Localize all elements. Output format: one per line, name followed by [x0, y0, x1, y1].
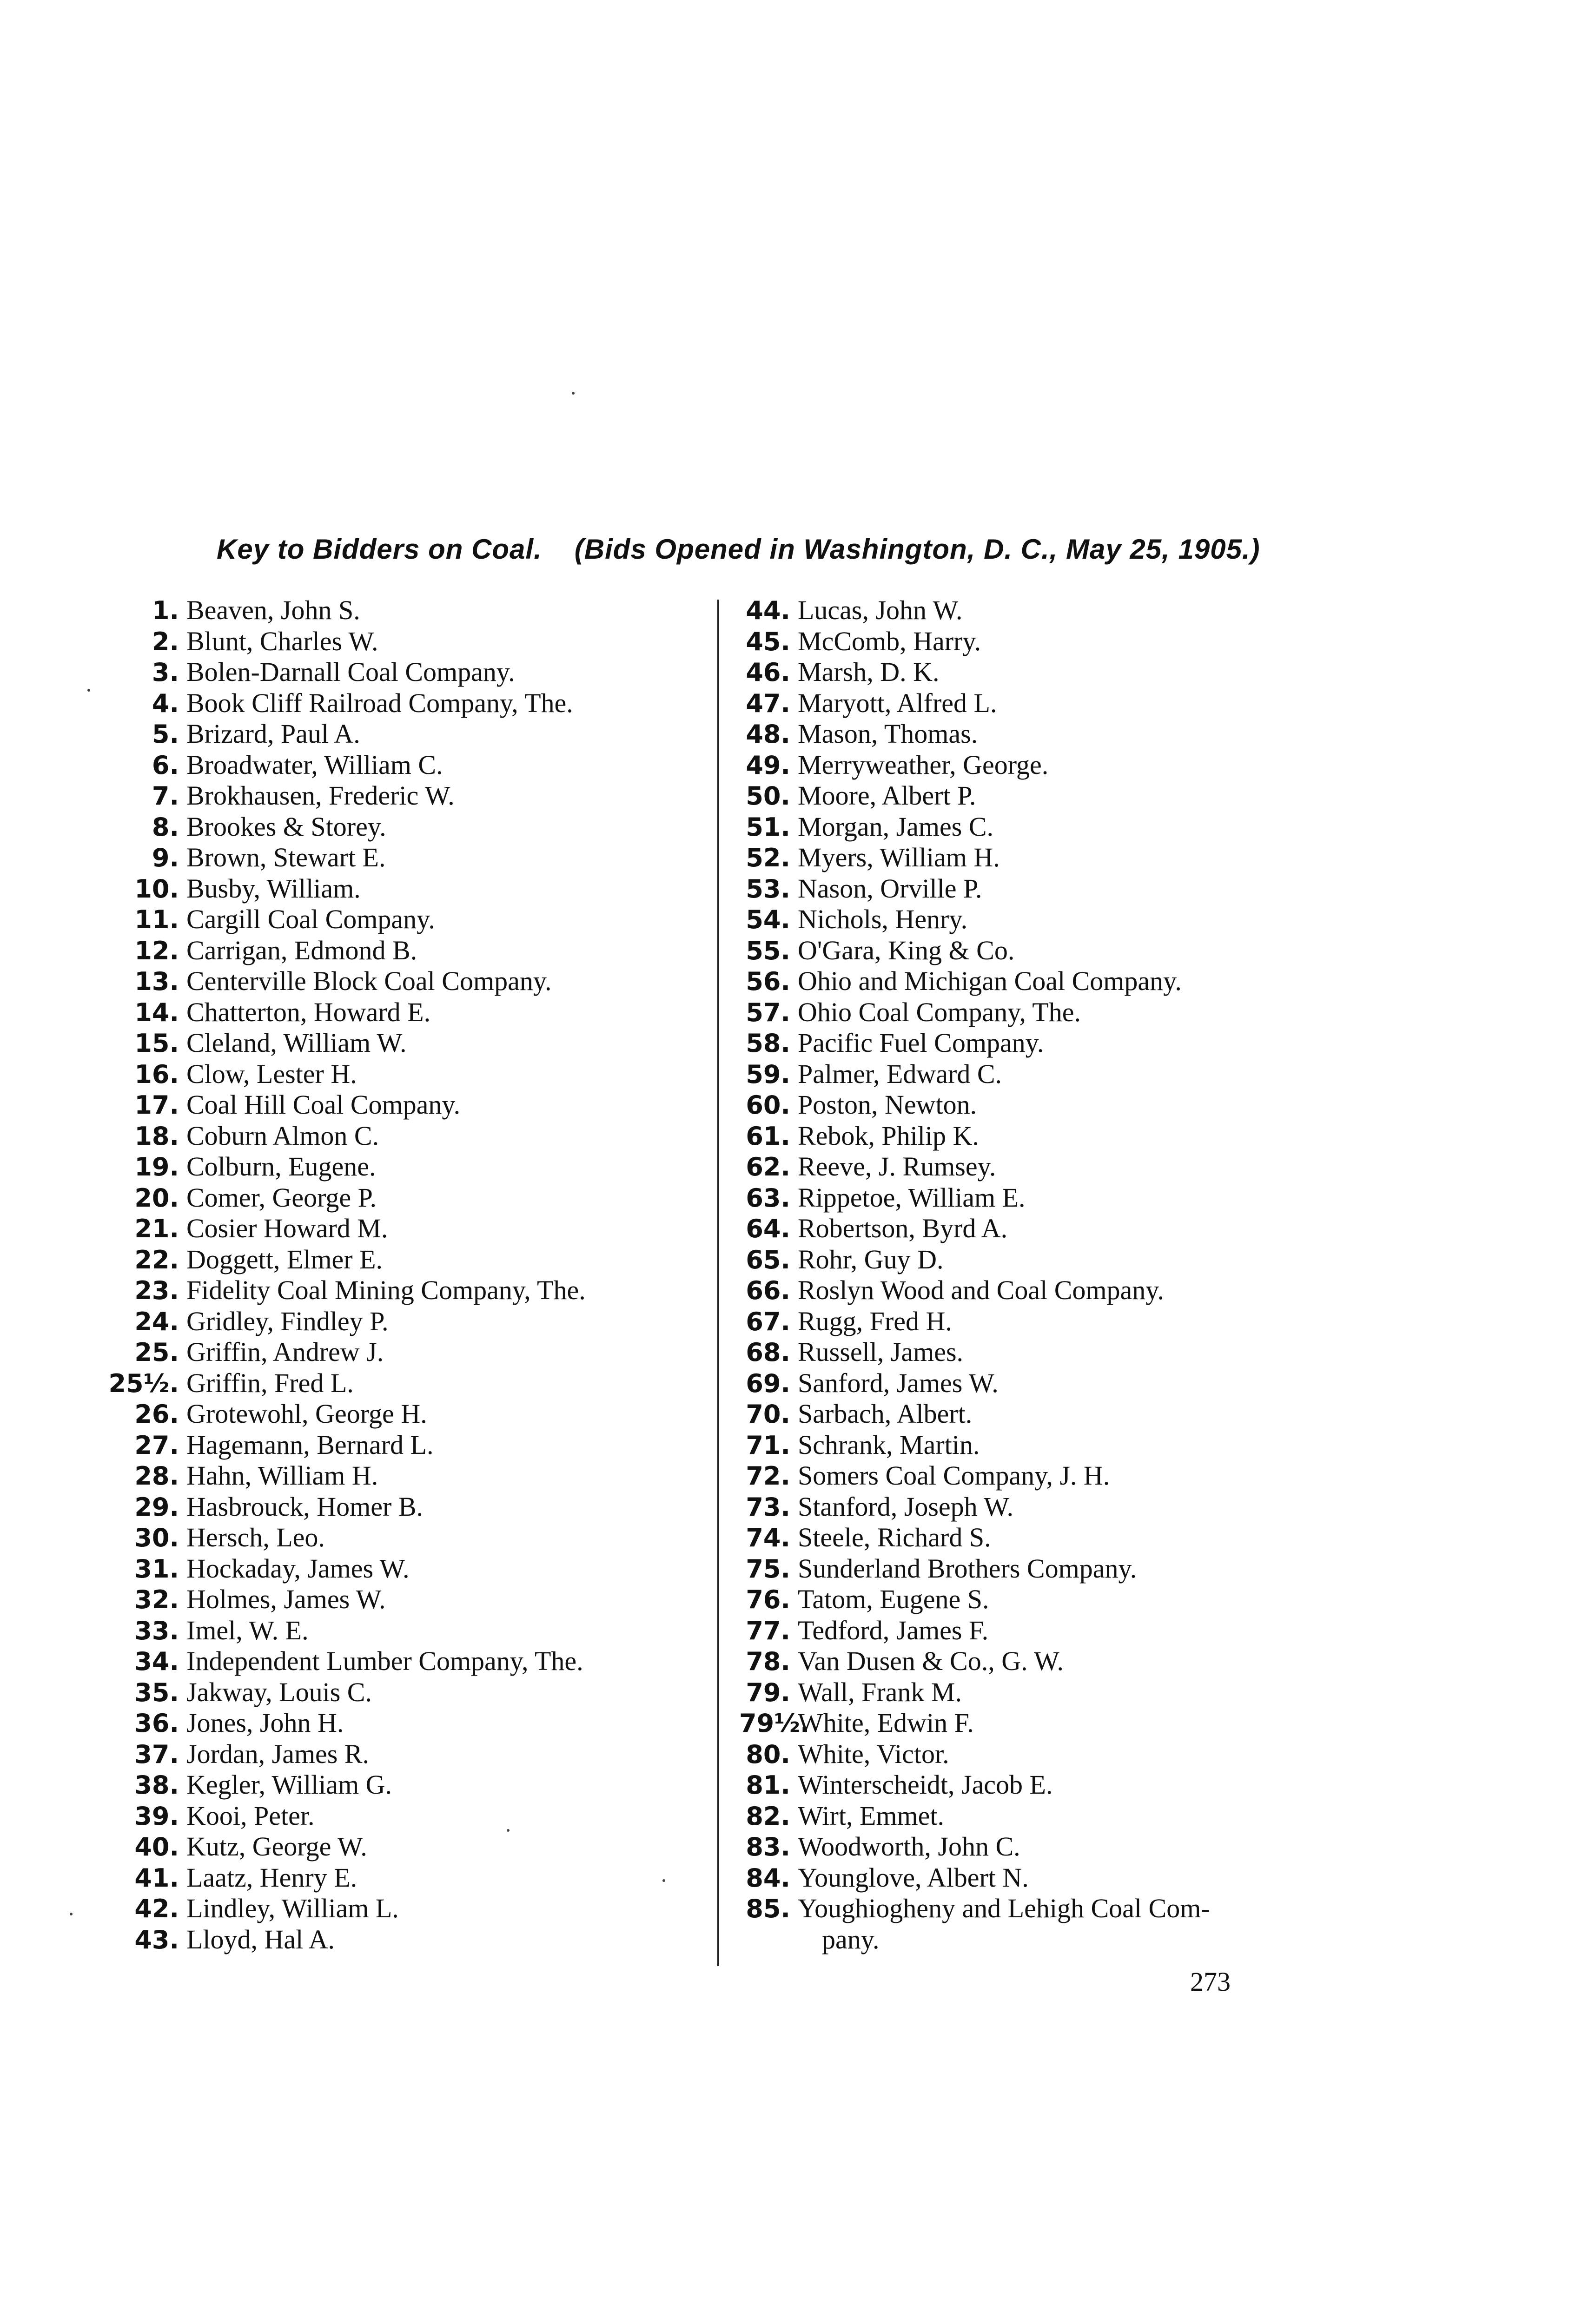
bidder-name: Lindley, William L.: [186, 1893, 399, 1923]
bidder-name: Kegler, William G.: [186, 1769, 392, 1800]
bidder-entry: [107, 1182, 707, 1214]
bidder-name: Ohio and Michigan Coal Company.: [798, 966, 1182, 996]
bidder-name: White, Edwin F.: [798, 1708, 974, 1738]
bidder-number: 33.: [134, 1616, 179, 1645]
bidder-number: 53.: [746, 874, 790, 904]
bidder-number: 50.: [746, 781, 790, 811]
bidder-name: Doggett, Elmer E.: [186, 1244, 383, 1274]
bidder-number: 27.: [134, 1430, 179, 1460]
bidder-number: 38.: [134, 1770, 179, 1800]
bidder-name: Blunt, Charles W.: [186, 626, 378, 656]
bidder-number: 70.: [746, 1400, 790, 1429]
bidder-name: Woodworth, John C.: [798, 1831, 1020, 1862]
bidder-entry: [107, 1615, 707, 1646]
bidder-name: Cargill Coal Company.: [186, 904, 435, 934]
bidder-entry: [107, 1862, 707, 1894]
scan-speck: [70, 1913, 73, 1915]
bidder-name: Coal Hill Coal Company.: [186, 1089, 461, 1120]
bidder-entry: [739, 935, 1357, 966]
bidder-entry: [107, 1059, 707, 1090]
bidder-entry: [739, 1182, 1357, 1214]
bidder-number: 24.: [134, 1307, 179, 1336]
bidder-number: 84.: [746, 1863, 790, 1893]
bidder-number: 79½.: [739, 1709, 810, 1738]
bidder-name: Brizard, Paul A.: [186, 719, 360, 749]
bidder-number: 40.: [134, 1832, 179, 1862]
bidder-name: Myers, William H.: [798, 842, 1000, 872]
bidder-entry: [107, 1399, 707, 1430]
page-number: 273: [1190, 1967, 1231, 1997]
bidder-number: 82.: [746, 1801, 790, 1831]
bidder-name: Moore, Albert P.: [798, 780, 976, 811]
bidder-entry: [739, 1399, 1357, 1430]
bidder-number: 62.: [746, 1152, 790, 1182]
bidder-number: 83.: [746, 1832, 790, 1862]
bidder-name: Chatterton, Howard E.: [186, 997, 431, 1027]
bidder-number: 15.: [134, 1029, 179, 1058]
bidder-name: Gridley, Findley P.: [186, 1306, 389, 1336]
bidder-name: Morgan, James C.: [798, 811, 994, 842]
bidder-name: Youghiogheny and Lehigh Coal Com-: [798, 1893, 1210, 1923]
bidder-number: 36.: [134, 1709, 179, 1738]
bidder-name: Wirt, Emmet.: [798, 1800, 944, 1831]
bidder-entry: [107, 997, 707, 1028]
bidder-entry: [739, 626, 1357, 657]
bidder-entry: [739, 1893, 1357, 1924]
bidder-name: Cosier Howard M.: [186, 1213, 388, 1243]
bidder-entry: [739, 873, 1357, 905]
bidder-name: Wall, Frank M.: [798, 1677, 962, 1707]
bidder-entry: [739, 1769, 1357, 1801]
bidder-entry: [739, 595, 1357, 626]
bidder-number: 79.: [746, 1677, 790, 1707]
bidder-name: Book Cliff Railroad Company, The.: [186, 687, 573, 718]
bidder-number: 76.: [746, 1585, 790, 1614]
bidder-entry: [107, 1708, 707, 1739]
bidder-entry: [739, 1862, 1357, 1894]
bidder-number: 39.: [134, 1801, 179, 1831]
bidder-name: Bolen-Darnall Coal Company.: [186, 657, 515, 687]
bidder-entry: [739, 1708, 1357, 1739]
bidder-number: 56.: [746, 967, 790, 996]
bidder-name: Rebok, Philip K.: [798, 1120, 979, 1151]
bidder-name: Winterscheidt, Jacob E.: [798, 1769, 1053, 1800]
column-divider: [717, 600, 719, 1966]
bidder-name: Schrank, Martin.: [798, 1429, 980, 1460]
bidder-entry: [107, 812, 707, 843]
page-heading: [217, 533, 1286, 566]
bidder-name: Clow, Lester H.: [186, 1058, 357, 1089]
bidder-number: 12.: [134, 936, 179, 965]
bidder-name: Roslyn Wood and Coal Company.: [798, 1275, 1164, 1305]
bidder-number: 35.: [134, 1677, 179, 1707]
bidder-entry: [739, 1306, 1357, 1337]
bidder-entry: [739, 1522, 1357, 1553]
bidder-entry: [739, 842, 1357, 873]
bidder-name: Russell, James.: [798, 1337, 964, 1367]
bidder-name: Nason, Orville P.: [798, 873, 982, 904]
bidder-name: Busby, William.: [186, 873, 361, 904]
bidder-number: 23.: [134, 1276, 179, 1305]
bidder-entry: [107, 657, 707, 688]
bidder-name: O'Gara, King & Co.: [798, 935, 1015, 965]
bidder-entry: [107, 1151, 707, 1182]
bidder-name: Nichols, Henry.: [798, 904, 968, 934]
bidder-number: 37.: [134, 1739, 179, 1769]
bidder-number: 32.: [134, 1585, 179, 1614]
bidder-name: Laatz, Henry E.: [186, 1862, 357, 1893]
bidder-number: 85.: [746, 1894, 790, 1923]
bidder-entry: [107, 1337, 707, 1368]
bidder-entry: [739, 1028, 1357, 1059]
bidder-number: 55.: [746, 936, 790, 965]
bidder-entry: [739, 1677, 1357, 1708]
bidder-number: 45.: [746, 627, 790, 656]
bidder-name: Rugg, Fred H.: [798, 1306, 952, 1336]
bidder-name: Jordan, James R.: [186, 1738, 370, 1769]
bidder-number: 21.: [134, 1214, 179, 1243]
bidder-name: Pacific Fuel Company.: [798, 1028, 1044, 1058]
bidder-name: Mason, Thomas.: [798, 719, 978, 749]
bidder-name: Steele, Richard S.: [798, 1522, 991, 1552]
bidder-number: 8.: [152, 812, 179, 842]
heading-title: Key to Bidders on Coal.: [217, 534, 542, 565]
bidder-entry: [107, 842, 707, 873]
bidder-entry: [107, 1769, 707, 1801]
bidder-entry: [107, 1739, 707, 1770]
bidder-name: Brown, Stewart E.: [186, 842, 386, 872]
bidder-number: 63.: [746, 1183, 790, 1213]
bidder-number: 74.: [746, 1523, 790, 1552]
bidder-name: Palmer, Edward C.: [798, 1058, 1002, 1089]
heading-subtitle: (Bids Opened in Washington, D. C., May 25, 1905.): [574, 534, 1260, 565]
bidder-number: 31.: [134, 1554, 179, 1584]
bidder-number: 59.: [746, 1059, 790, 1089]
bidder-name: Kutz, George W.: [186, 1831, 367, 1862]
bidder-entry: [107, 688, 707, 719]
bidder-name: Imel, W. E.: [186, 1615, 309, 1645]
bidder-name: Rohr, Guy D.: [798, 1244, 944, 1274]
bidder-entry: [107, 780, 707, 812]
bidder-entry: [107, 1213, 707, 1244]
bidder-entry: [107, 1306, 707, 1337]
bidder-name: Holmes, James W.: [186, 1584, 386, 1614]
bidder-entry: [739, 688, 1357, 719]
bidder-number: 30.: [134, 1523, 179, 1552]
bidder-number: 80.: [746, 1739, 790, 1769]
bidder-number: 51.: [746, 812, 790, 842]
bidder-entry: [107, 626, 707, 657]
bidder-name: Reeve, J. Rumsey.: [798, 1151, 996, 1182]
bidder-entry: [107, 1275, 707, 1306]
bidder-number: 2.: [152, 627, 179, 656]
bidder-entry: [107, 1244, 707, 1275]
bidder-entry: [739, 1460, 1357, 1492]
bidder-entry: [107, 719, 707, 750]
bidder-entry: [739, 1430, 1357, 1461]
bidder-number: 73.: [746, 1492, 790, 1522]
bidder-entry: [107, 1121, 707, 1152]
bidder-name: Independent Lumber Company, The.: [186, 1646, 583, 1676]
bidder-name: Hasbrouck, Homer B.: [186, 1491, 424, 1522]
bidder-name: Centerville Block Coal Company.: [186, 966, 552, 996]
bidder-entry: [739, 1801, 1357, 1832]
bidder-entry: [739, 750, 1357, 781]
bidder-entry: [107, 1089, 707, 1121]
bidder-number: 58.: [746, 1029, 790, 1058]
bidder-entry: [739, 1337, 1357, 1368]
bidder-number: 43.: [134, 1925, 179, 1954]
bidder-name: Rippetoe, William E.: [798, 1182, 1026, 1213]
bidder-entry: [739, 904, 1357, 935]
bidder-entry: [739, 780, 1357, 812]
bidder-number: 57.: [746, 997, 790, 1027]
bidder-entry: [107, 1522, 707, 1553]
bidder-name: Fidelity Coal Mining Company, The.: [186, 1275, 586, 1305]
bidder-number: 46.: [746, 658, 790, 687]
bidder-number: 68.: [746, 1338, 790, 1367]
bidder-name: Sarbach, Albert.: [798, 1399, 973, 1429]
bidder-number: 22.: [134, 1245, 179, 1274]
bidder-entry: [107, 873, 707, 905]
bidder-entry: [107, 1584, 707, 1615]
bidder-number: 25.: [134, 1338, 179, 1367]
bidder-number: 48.: [746, 720, 790, 749]
bidder-entry: [107, 1368, 707, 1399]
bidder-entry: [739, 1275, 1357, 1306]
bidder-entry: [739, 1151, 1357, 1182]
bidder-entry: [739, 1492, 1357, 1523]
bidder-name: Sanford, James W.: [798, 1367, 999, 1398]
bidder-number: 5.: [152, 720, 179, 749]
bidder-number: 66.: [746, 1276, 790, 1305]
bidder-name: Marsh, D. K.: [798, 657, 940, 687]
scan-speck: [572, 392, 575, 395]
bidder-number: 77.: [746, 1616, 790, 1645]
bidder-name: Griffin, Fred L.: [186, 1367, 354, 1398]
bidder-entry: [739, 719, 1357, 750]
bidder-name: Van Dusen & Co., G. W.: [798, 1646, 1064, 1676]
bidder-entry: [107, 1646, 707, 1677]
bidder-name: Somers Coal Company, J. H.: [798, 1460, 1110, 1491]
scan-speck: [662, 1879, 665, 1882]
bidder-number: 52.: [746, 843, 790, 872]
bidder-number: 64.: [746, 1214, 790, 1243]
bidder-entry: [107, 1028, 707, 1059]
bidder-entry: [739, 1213, 1357, 1244]
bidder-name: Griffin, Andrew J.: [186, 1337, 384, 1367]
bidder-name: Hahn, William H.: [186, 1460, 378, 1491]
bidder-entry: [739, 1584, 1357, 1615]
bidder-entry: [107, 1677, 707, 1708]
bidder-number: 72.: [746, 1461, 790, 1491]
bidder-name: Stanford, Joseph W.: [798, 1491, 1013, 1522]
bidder-name: Poston, Newton.: [798, 1089, 977, 1120]
bidder-number: 28.: [134, 1461, 179, 1491]
bidder-name: Kooi, Peter.: [186, 1800, 315, 1831]
bidder-number: 75.: [746, 1554, 790, 1584]
bidder-entry: [107, 1924, 707, 1955]
bidder-number: 65.: [746, 1245, 790, 1274]
bidder-number: 7.: [152, 781, 179, 811]
bidder-number: 81.: [746, 1770, 790, 1800]
bidder-entry: [107, 1430, 707, 1461]
bidder-number: 71.: [746, 1430, 790, 1460]
bidder-entry: [739, 1646, 1357, 1677]
bidder-number: 11.: [134, 905, 179, 934]
bidder-entry: [739, 1089, 1357, 1121]
bidder-name: Tedford, James F.: [798, 1615, 989, 1645]
bidder-number: 14.: [134, 997, 179, 1027]
bidder-name-continuation: pany.: [822, 1924, 880, 1954]
bidder-entry: [739, 1615, 1357, 1646]
bidder-entry: [739, 1059, 1357, 1090]
bidder-name: Lloyd, Hal A.: [186, 1924, 335, 1954]
bidder-number: 29.: [134, 1492, 179, 1522]
bidder-entry: [107, 1553, 707, 1585]
bidder-name: Merryweather, George.: [798, 749, 1049, 780]
bidder-number: 4.: [152, 688, 179, 718]
bidder-entry: [739, 1121, 1357, 1152]
bidder-number: 10.: [134, 874, 179, 904]
bidder-entry: [739, 1553, 1357, 1585]
bidder-name: Colburn, Eugene.: [186, 1151, 376, 1182]
bidder-entry: [107, 904, 707, 935]
bidder-name: Hersch, Leo.: [186, 1522, 325, 1552]
bidder-name: McComb, Harry.: [798, 626, 981, 656]
bidder-name: Younglove, Albert N.: [798, 1862, 1029, 1893]
bidder-entry: [107, 750, 707, 781]
bidder-number: 18.: [134, 1121, 179, 1151]
bidder-entry: [739, 812, 1357, 843]
bidder-number: 25½.: [108, 1368, 179, 1398]
bidder-name: Hockaday, James W.: [186, 1553, 410, 1584]
bidder-name: Tatom, Eugene S.: [798, 1584, 989, 1614]
bidder-number: 3.: [152, 658, 179, 687]
bidder-number: 34.: [134, 1647, 179, 1676]
bidder-number: 49.: [746, 750, 790, 780]
bidder-list-right-column: [739, 595, 1357, 1955]
bidder-entry: [107, 1893, 707, 1924]
bidder-number: 19.: [134, 1152, 179, 1182]
bidder-name: Ohio Coal Company, The.: [798, 997, 1081, 1027]
bidder-entry: [739, 997, 1357, 1028]
bidder-name: Robertson, Byrd A.: [798, 1213, 1008, 1243]
bidder-entry: [107, 595, 707, 626]
bidder-number: 13.: [134, 967, 179, 996]
bidder-name: Grotewohl, George H.: [186, 1399, 427, 1429]
bidder-entry: [107, 966, 707, 997]
bidder-name: Jones, John H.: [186, 1708, 344, 1738]
bidder-entry: [107, 1492, 707, 1523]
bidder-number: 9.: [152, 843, 179, 872]
bidder-name: Carrigan, Edmond B.: [186, 935, 417, 965]
bidder-name: Broadwater, William C.: [186, 749, 443, 780]
bidder-entry: [739, 1368, 1357, 1399]
bidder-entry: [107, 1801, 707, 1832]
bidder-entry: [739, 966, 1357, 997]
bidder-number: 1.: [152, 596, 179, 625]
bidder-name: White, Victor.: [798, 1738, 949, 1769]
bidder-entry: [739, 1831, 1357, 1862]
bidder-number: 41.: [134, 1863, 179, 1893]
bidder-name: Cleland, William W.: [186, 1028, 407, 1058]
bidder-name: Comer, George P.: [186, 1182, 377, 1213]
scan-speck: [87, 689, 90, 692]
bidder-number: 78.: [746, 1647, 790, 1676]
bidder-number: 60.: [746, 1090, 790, 1120]
bidder-number: 17.: [134, 1090, 179, 1120]
bidder-entry: [107, 1831, 707, 1862]
bidder-name: Beaven, John S.: [186, 595, 360, 625]
bidder-entry: [107, 935, 707, 966]
bidder-number: 67.: [746, 1307, 790, 1336]
bidder-number: 44.: [746, 596, 790, 625]
scan-speck: [507, 1829, 510, 1832]
bidder-name: Jakway, Louis C.: [186, 1677, 372, 1707]
bidder-name: Lucas, John W.: [798, 595, 963, 625]
bidder-number: 6.: [152, 750, 179, 780]
bidder-name: Brokhausen, Frederic W.: [186, 780, 455, 811]
bidder-number: 61.: [746, 1121, 790, 1151]
bidder-entry: [739, 1244, 1357, 1275]
bidder-entry: [107, 1460, 707, 1492]
bidder-number: 20.: [134, 1183, 179, 1213]
bidder-name: Coburn Almon C.: [186, 1120, 379, 1151]
bidder-name: Hagemann, Bernard L.: [186, 1429, 434, 1460]
bidder-name: Maryott, Alfred L.: [798, 687, 997, 718]
bidder-number: 42.: [134, 1894, 179, 1923]
bidder-name: Sunderland Brothers Company.: [798, 1553, 1137, 1584]
bidder-entry: [739, 657, 1357, 688]
bidder-number: 69.: [746, 1368, 790, 1398]
bidder-number: 47.: [746, 688, 790, 718]
bidder-number: 16.: [134, 1059, 179, 1089]
bidder-name: Brookes & Storey.: [186, 811, 386, 842]
bidder-list-left-column: [107, 595, 707, 1955]
bidder-number: 54.: [746, 905, 790, 934]
bidder-number: 26.: [134, 1400, 179, 1429]
bidder-entry: [739, 1739, 1357, 1770]
